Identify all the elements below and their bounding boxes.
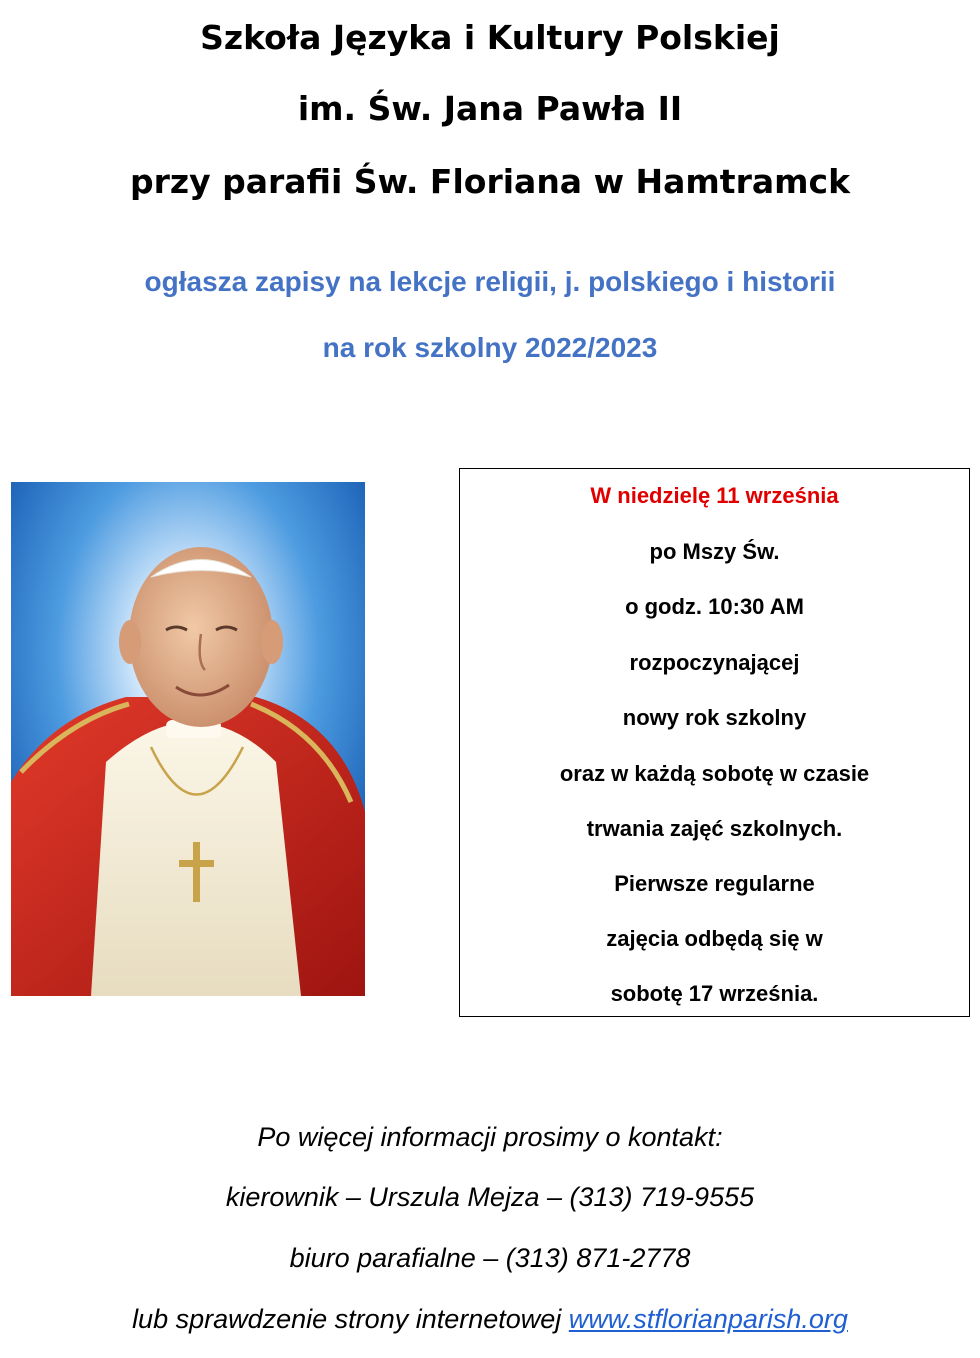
website-link[interactable]: www.stflorianparish.org	[568, 1304, 848, 1334]
first-mass-date: W niedzielę 11 września	[590, 483, 839, 508]
website-prefix: lub sprawdzenie strony internetowej	[132, 1304, 569, 1334]
portrait-image	[11, 482, 365, 996]
enrollment-announcement: ogłasza zapisy na lekcje religii, j. polskiego i historii	[144, 266, 836, 297]
info-line: rozpoczynającej	[629, 650, 800, 675]
info-line: o godz. 10:30 AM	[625, 594, 804, 619]
info-line: po Mszy Św.	[649, 539, 780, 564]
info-line: Pierwsze regularne	[614, 871, 815, 896]
info-line: oraz w każdą sobotę w czasie	[559, 761, 870, 786]
school-patron-title: im. Św. Jana Pawła II	[297, 89, 683, 128]
parish-title: przy parafii Św. Floriana w Hamtramck	[129, 162, 851, 201]
info-line: nowy rok szkolny	[622, 705, 807, 730]
info-line: sobotę 17 września.	[610, 981, 819, 1006]
info-line: zajęcia odbędą się w	[606, 926, 823, 951]
schedule-info-box	[459, 468, 970, 1017]
director-contact: kierownik – Urszula Mejza – (313) 719-9555	[225, 1182, 755, 1212]
school-year-announcement: na rok szkolny 2022/2023	[322, 332, 658, 363]
info-line: trwania zajęć szkolnych.	[586, 816, 843, 841]
school-name-title: Szkoła Języka i Kultury Polskiej	[200, 18, 780, 57]
website-line	[0, 1302, 980, 1336]
contact-intro: Po więcej informacji prosimy o kontakt:	[257, 1122, 723, 1152]
parish-office-contact: biuro parafialne – (313) 871-2778	[289, 1243, 691, 1273]
